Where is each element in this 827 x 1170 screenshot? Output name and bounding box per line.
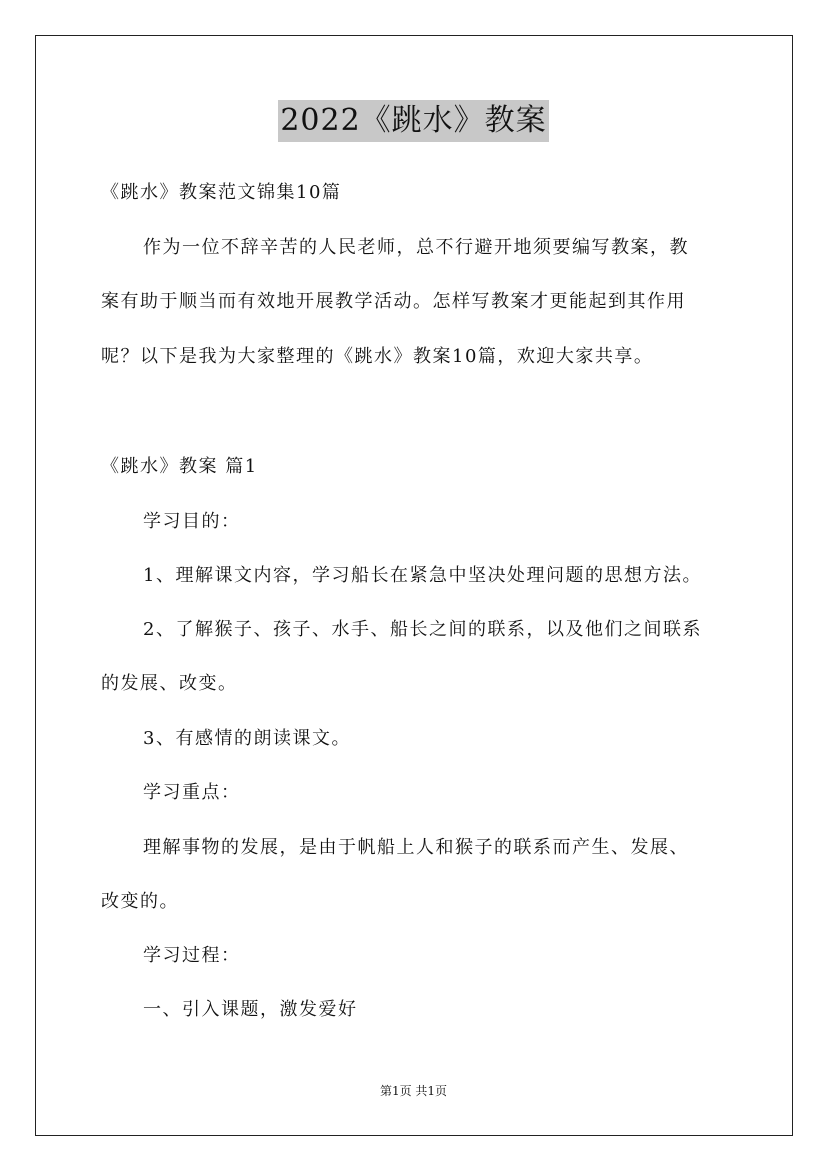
- document-title: 2022《跳水》教案: [278, 100, 548, 142]
- document-subtitle: 《跳水》教案范文锦集10篇: [101, 182, 342, 203]
- goals-label: 学习目的：: [143, 511, 241, 532]
- intro-line-2: 案有助于顺当而有效地开展教学活动。怎样写教案才更能起到其作用: [101, 291, 686, 312]
- title-container: [0, 100, 827, 142]
- intro-line-1: 作为一位不辞辛苦的人民老师，总不行避开地须要编写教案，教: [143, 237, 689, 258]
- step-1: 一、引入课题，激发爱好: [143, 999, 358, 1020]
- goal-2-line-2: 的发展、改变。: [101, 673, 238, 694]
- intro-line-3: 呢？以下是我为大家整理的《跳水》教案10篇，欢迎大家共享。: [101, 346, 654, 367]
- focus-line-2: 改变的。: [101, 891, 179, 912]
- process-label: 学习过程：: [143, 945, 241, 966]
- goal-2-line-1: 2、了解猴子、孩子、水手、船长之间的联系，以及他们之间联系: [143, 619, 702, 640]
- goal-1: 1、理解课文内容，学习船长在紧急中坚决处理问题的思想方法。: [143, 565, 702, 586]
- section-heading: 《跳水》教案 篇1: [101, 456, 258, 477]
- page-footer: 第1页 共1页: [379, 1084, 448, 1098]
- focus-line-1: 理解事物的发展，是由于帆船上人和猴子的联系而产生、发展、: [143, 837, 689, 858]
- focus-label: 学习重点：: [143, 782, 241, 803]
- goal-3: 3、有感情的朗读课文。: [143, 728, 351, 749]
